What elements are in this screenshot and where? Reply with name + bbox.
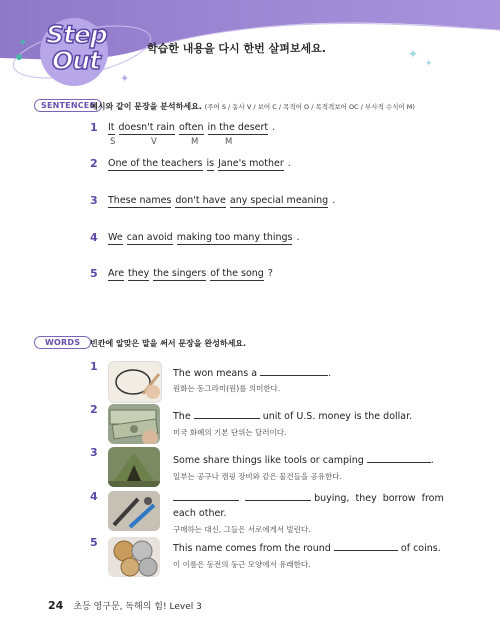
word-2-sentence: The unit of U.S. money is the dollar. [173, 411, 413, 422]
page-footer [48, 599, 202, 612]
book-title: 초등 영구문, 독해의 힘! Level 3 [73, 602, 202, 612]
logo-star-icon: ✦ [18, 36, 28, 49]
sentence-1-label-v: V [151, 137, 157, 147]
sentence-5: Are they the singers of the song ? [108, 268, 273, 279]
word-3-korean: 일부는 공구나 캠핑 장비와 같은 물건들을 공유한다. [173, 472, 342, 481]
logo-step-text: Step [46, 20, 107, 49]
sentences-instruction-text: 예시와 같이 문장을 분석하세요. [90, 102, 202, 111]
sentences-instruction [90, 101, 415, 112]
page-number: 24 [48, 599, 64, 612]
sentence-number: 4 [90, 231, 98, 244]
sentence-1-mod1: often [178, 122, 204, 133]
sentence-number: 5 [90, 267, 98, 280]
word-number: 4 [90, 490, 98, 503]
answer-blank[interactable] [367, 454, 431, 463]
camping-tent-image [108, 447, 160, 487]
sentence-1-label-m1: M [191, 137, 199, 147]
sentences-instruction-note: (주어 S / 동사 V / 보어 C / 목적어 O / 목적격보어 OC / 부사적 수식어 M) [204, 103, 415, 111]
sentence-4: We can avoid making too many things . [108, 232, 300, 243]
logo-out-text: Out [52, 46, 101, 75]
step-out-logo [18, 14, 128, 86]
sentence-1-label-m2: M [225, 137, 233, 147]
word-5-korean: 이 이름은 동전의 둥근 모양에서 유래한다. [173, 560, 311, 569]
answer-blank[interactable] [194, 410, 260, 419]
word-1-sentence: The won means a . [173, 368, 332, 379]
sentence-1 [108, 122, 275, 133]
word-3-sentence: Some share things like tools or camping . [173, 455, 434, 466]
word-4-korean: 구매하는 대신, 그들은 서로에게서 빌린다. [173, 525, 311, 534]
word-4-sentence-line2: each other. [173, 508, 227, 519]
coins-image [108, 537, 160, 577]
sentence-number: 2 [90, 157, 98, 170]
answer-blank[interactable] [334, 542, 398, 551]
sentence-3: These names don't have any special meaning . [108, 195, 336, 206]
logo-dot-icon [16, 54, 22, 60]
dollar-bills-image [108, 404, 160, 444]
sentence-number: 1 [90, 121, 98, 134]
sentence-2: One of the teachers is Jane's mother . [108, 158, 291, 169]
circle-drawing-image [108, 361, 162, 403]
page-title: 학습한 내용을 다시 한번 살펴보세요. [147, 42, 326, 55]
sentence-1-verb: doesn't rain [118, 122, 175, 133]
svg-text:✦: ✦ [120, 72, 130, 85]
sentence-1-mod2: in the desert [207, 122, 269, 133]
word-2-korean: 미국 화폐의 기본 단위는 달러이다. [173, 428, 287, 437]
sentence-1-subject: It [108, 122, 115, 133]
word-number: 5 [90, 536, 98, 549]
sentences-badge: SENTENCES [34, 99, 102, 112]
svg-text:✦: ✦ [425, 59, 433, 69]
sentence-1-label-s: S [110, 137, 116, 147]
words-badge: WORDS [34, 336, 91, 349]
word-number: 2 [90, 403, 98, 416]
word-number: 1 [90, 360, 98, 373]
answer-blank[interactable] [173, 492, 239, 501]
svg-text:✦: ✦ [408, 47, 419, 61]
answer-blank[interactable] [245, 492, 311, 501]
sentence-number: 3 [90, 194, 98, 207]
words-instruction: 빈칸에 알맞은 말을 써서 문장을 완성하세요. [90, 339, 247, 348]
tools-image [108, 491, 160, 531]
word-1-korean: 원화는 동그라미(원)를 의미한다. [173, 384, 281, 393]
sentence-1-period: . [272, 122, 276, 133]
answer-blank[interactable] [260, 367, 328, 376]
word-5-sentence: This name comes from the round of coins. [173, 543, 441, 554]
word-4-sentence: buying, they borrow from [173, 492, 444, 504]
word-number: 3 [90, 446, 98, 459]
